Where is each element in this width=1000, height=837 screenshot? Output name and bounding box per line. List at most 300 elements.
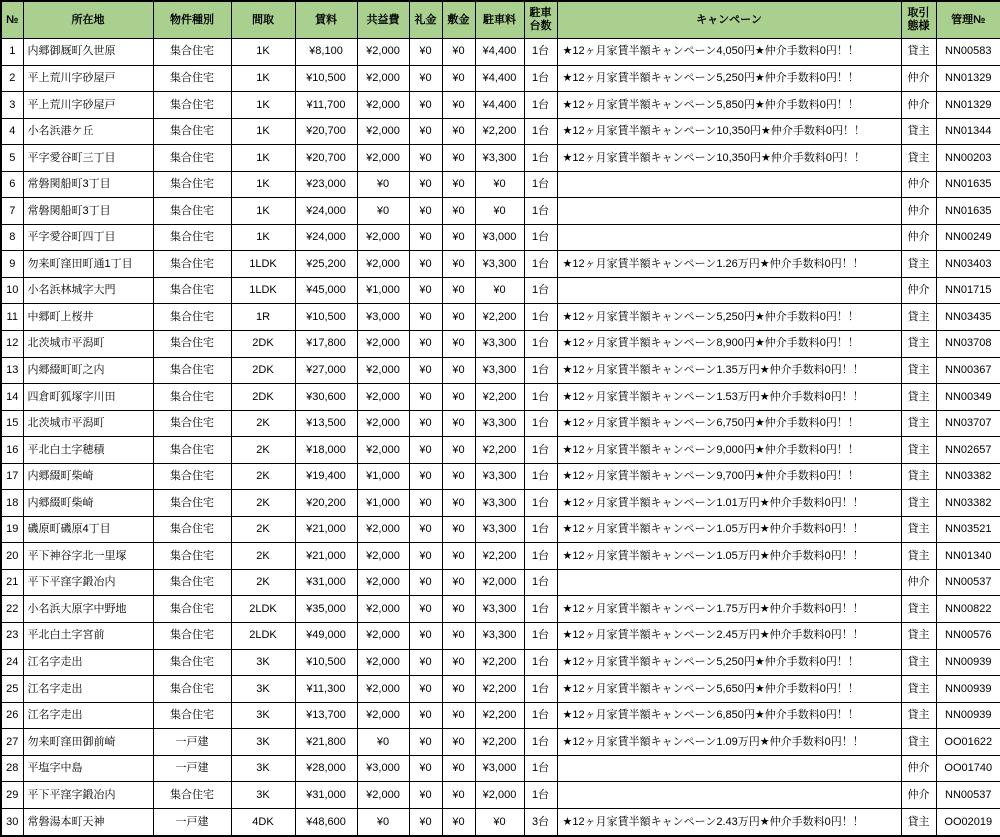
cell-parking-count[interactable]: 1台 [524, 463, 557, 490]
cell-property-type[interactable]: 集合住宅 [153, 118, 231, 145]
cell-location[interactable]: 内郷綴町柴崎 [23, 490, 153, 517]
cell-common-fee[interactable]: ¥2,000 [357, 357, 409, 384]
cell-mgmt-no[interactable]: OO01740 [936, 755, 1000, 782]
cell-campaign[interactable]: ★12ヶ月家賃半額キャンペーン8,900円★仲介手数料0円！！ [557, 331, 901, 358]
cell-dealing-type[interactable]: 貸主 [901, 357, 936, 384]
cell-layout[interactable]: 1K [231, 171, 295, 198]
cell-parking-count[interactable]: 1台 [524, 437, 557, 464]
cell-no[interactable]: 12 [1, 331, 23, 358]
cell-property-type[interactable]: 集合住宅 [153, 702, 231, 729]
cell-property-type[interactable]: 集合住宅 [153, 277, 231, 304]
cell-location[interactable]: 磯原町磯原4丁目 [23, 516, 153, 543]
column-header-dealing-type[interactable]: 取引態様 [901, 1, 936, 39]
cell-common-fee[interactable]: ¥2,000 [357, 65, 409, 92]
cell-layout[interactable]: 1K [231, 198, 295, 225]
cell-dealing-type[interactable]: 仲介 [901, 277, 936, 304]
cell-rent[interactable]: ¥45,000 [295, 277, 357, 304]
cell-layout[interactable]: 1K [231, 92, 295, 119]
cell-dealing-type[interactable]: 仲介 [901, 755, 936, 782]
cell-parking-count[interactable]: 1台 [524, 649, 557, 676]
cell-property-type[interactable]: 集合住宅 [153, 171, 231, 198]
cell-mgmt-no[interactable]: OO01622 [936, 729, 1000, 756]
cell-campaign[interactable] [557, 782, 901, 809]
cell-parking-fee[interactable]: ¥2,200 [475, 649, 524, 676]
cell-mgmt-no[interactable]: NN00367 [936, 357, 1000, 384]
cell-parking-fee[interactable]: ¥2,200 [475, 437, 524, 464]
cell-rent[interactable]: ¥20,700 [295, 118, 357, 145]
cell-location[interactable]: 平上荒川字砂屋戸 [23, 92, 153, 119]
cell-key-money[interactable]: ¥0 [409, 596, 442, 623]
cell-location[interactable]: 北茨城市平潟町 [23, 410, 153, 437]
cell-no[interactable]: 14 [1, 384, 23, 411]
cell-parking-fee[interactable]: ¥3,300 [475, 357, 524, 384]
cell-no[interactable]: 8 [1, 224, 23, 251]
cell-dealing-type[interactable]: 貸主 [901, 39, 936, 66]
cell-parking-fee[interactable]: ¥4,400 [475, 39, 524, 66]
cell-campaign[interactable]: ★12ヶ月家賃半額キャンペーン5,250円★仲介手数料0円！！ [557, 65, 901, 92]
cell-property-type[interactable]: 集合住宅 [153, 569, 231, 596]
cell-property-type[interactable]: 集合住宅 [153, 490, 231, 517]
column-header-rent[interactable]: 賃料 [295, 1, 357, 39]
cell-common-fee[interactable]: ¥2,000 [357, 516, 409, 543]
cell-parking-fee[interactable]: ¥2,200 [475, 304, 524, 331]
cell-common-fee[interactable]: ¥2,000 [357, 569, 409, 596]
cell-key-money[interactable]: ¥0 [409, 729, 442, 756]
cell-parking-count[interactable]: 1台 [524, 224, 557, 251]
cell-location[interactable]: 江名字走出 [23, 702, 153, 729]
cell-campaign[interactable]: ★12ヶ月家賃半額キャンペーン9,700円★仲介手数料0円！！ [557, 463, 901, 490]
cell-parking-count[interactable]: 3台 [524, 808, 557, 836]
cell-key-money[interactable]: ¥0 [409, 171, 442, 198]
cell-property-type[interactable]: 集合住宅 [153, 304, 231, 331]
cell-location[interactable]: 平塩字中島 [23, 755, 153, 782]
cell-parking-count[interactable]: 1台 [524, 596, 557, 623]
cell-property-type[interactable]: 集合住宅 [153, 331, 231, 358]
cell-location[interactable]: 四倉町狐塚字川田 [23, 384, 153, 411]
cell-common-fee[interactable]: ¥0 [357, 198, 409, 225]
cell-property-type[interactable]: 集合住宅 [153, 198, 231, 225]
cell-parking-count[interactable]: 1台 [524, 65, 557, 92]
cell-rent[interactable]: ¥10,500 [295, 65, 357, 92]
cell-layout[interactable]: 2LDK [231, 623, 295, 650]
cell-mgmt-no[interactable]: NN03708 [936, 331, 1000, 358]
cell-campaign[interactable] [557, 755, 901, 782]
cell-deposit[interactable]: ¥0 [442, 118, 475, 145]
cell-mgmt-no[interactable]: NN00583 [936, 39, 1000, 66]
cell-property-type[interactable]: 集合住宅 [153, 145, 231, 172]
cell-common-fee[interactable]: ¥2,000 [357, 92, 409, 119]
column-header-property-type[interactable]: 物件種別 [153, 1, 231, 39]
cell-location[interactable]: 常磐関船町3丁目 [23, 171, 153, 198]
cell-common-fee[interactable]: ¥2,000 [357, 437, 409, 464]
cell-location[interactable]: 平下平窪字鍛冶内 [23, 569, 153, 596]
cell-mgmt-no[interactable]: NN01329 [936, 65, 1000, 92]
cell-location[interactable]: 小名浜大原字中野地 [23, 596, 153, 623]
cell-key-money[interactable]: ¥0 [409, 543, 442, 570]
cell-deposit[interactable]: ¥0 [442, 676, 475, 703]
cell-campaign[interactable]: ★12ヶ月家賃半額キャンペーン10,350円★仲介手数料0円！！ [557, 118, 901, 145]
cell-no[interactable]: 5 [1, 145, 23, 172]
cell-layout[interactable]: 3K [231, 676, 295, 703]
cell-parking-fee[interactable]: ¥3,300 [475, 490, 524, 517]
cell-campaign[interactable]: ★12ヶ月家賃半額キャンペーン5,250円★仲介手数料0円！！ [557, 649, 901, 676]
cell-rent[interactable]: ¥20,200 [295, 490, 357, 517]
cell-deposit[interactable]: ¥0 [442, 490, 475, 517]
cell-no[interactable]: 29 [1, 782, 23, 809]
cell-no[interactable]: 25 [1, 676, 23, 703]
cell-property-type[interactable]: 集合住宅 [153, 357, 231, 384]
cell-rent[interactable]: ¥10,500 [295, 304, 357, 331]
cell-parking-count[interactable]: 1台 [524, 251, 557, 278]
cell-mgmt-no[interactable]: NN01715 [936, 277, 1000, 304]
cell-common-fee[interactable]: ¥1,000 [357, 490, 409, 517]
cell-dealing-type[interactable]: 仲介 [901, 569, 936, 596]
cell-key-money[interactable]: ¥0 [409, 755, 442, 782]
cell-mgmt-no[interactable]: NN03435 [936, 304, 1000, 331]
column-header-layout[interactable]: 間取 [231, 1, 295, 39]
cell-key-money[interactable]: ¥0 [409, 145, 442, 172]
cell-no[interactable]: 19 [1, 516, 23, 543]
cell-key-money[interactable]: ¥0 [409, 92, 442, 119]
cell-rent[interactable]: ¥13,700 [295, 702, 357, 729]
cell-rent[interactable]: ¥35,000 [295, 596, 357, 623]
cell-mgmt-no[interactable]: NN03403 [936, 251, 1000, 278]
cell-property-type[interactable]: 集合住宅 [153, 543, 231, 570]
cell-deposit[interactable]: ¥0 [442, 516, 475, 543]
cell-rent[interactable]: ¥24,000 [295, 224, 357, 251]
cell-rent[interactable]: ¥11,700 [295, 92, 357, 119]
cell-dealing-type[interactable]: 貸主 [901, 251, 936, 278]
cell-deposit[interactable]: ¥0 [442, 437, 475, 464]
cell-deposit[interactable]: ¥0 [442, 198, 475, 225]
cell-no[interactable]: 16 [1, 437, 23, 464]
cell-no[interactable]: 6 [1, 171, 23, 198]
cell-key-money[interactable]: ¥0 [409, 198, 442, 225]
cell-common-fee[interactable]: ¥2,000 [357, 782, 409, 809]
cell-layout[interactable]: 3K [231, 729, 295, 756]
cell-parking-count[interactable]: 1台 [524, 410, 557, 437]
cell-campaign[interactable]: ★12ヶ月家賃半額キャンペーン5,850円★仲介手数料0円！！ [557, 92, 901, 119]
cell-common-fee[interactable]: ¥2,000 [357, 384, 409, 411]
cell-parking-count[interactable]: 1台 [524, 118, 557, 145]
cell-campaign[interactable] [557, 277, 901, 304]
cell-layout[interactable]: 2K [231, 543, 295, 570]
cell-mgmt-no[interactable]: NN01340 [936, 543, 1000, 570]
cell-mgmt-no[interactable]: NN00576 [936, 623, 1000, 650]
cell-campaign[interactable]: ★12ヶ月家賃半額キャンペーン6,850円★仲介手数料0円！！ [557, 702, 901, 729]
cell-property-type[interactable]: 集合住宅 [153, 676, 231, 703]
cell-parking-fee[interactable]: ¥3,300 [475, 251, 524, 278]
cell-common-fee[interactable]: ¥1,000 [357, 463, 409, 490]
cell-key-money[interactable]: ¥0 [409, 463, 442, 490]
cell-rent[interactable]: ¥27,000 [295, 357, 357, 384]
cell-no[interactable]: 28 [1, 755, 23, 782]
cell-location[interactable]: 内郷御厩町久世原 [23, 39, 153, 66]
cell-dealing-type[interactable]: 貸主 [901, 490, 936, 517]
cell-property-type[interactable]: 集合住宅 [153, 649, 231, 676]
cell-dealing-type[interactable]: 貸主 [901, 702, 936, 729]
cell-dealing-type[interactable]: 仲介 [901, 171, 936, 198]
cell-property-type[interactable]: 集合住宅 [153, 437, 231, 464]
cell-campaign[interactable]: ★12ヶ月家賃半額キャンペーン6,750円★仲介手数料0円！！ [557, 410, 901, 437]
cell-location[interactable]: 北茨城市平潟町 [23, 331, 153, 358]
cell-location[interactable]: 平北白土字穂積 [23, 437, 153, 464]
cell-location[interactable]: 平字愛谷町三丁目 [23, 145, 153, 172]
cell-campaign[interactable]: ★12ヶ月家賃半額キャンペーン10,350円★仲介手数料0円！！ [557, 145, 901, 172]
cell-key-money[interactable]: ¥0 [409, 490, 442, 517]
cell-campaign[interactable]: ★12ヶ月家賃半額キャンペーン2.45万円★仲介手数料0円！！ [557, 623, 901, 650]
cell-dealing-type[interactable]: 貸主 [901, 808, 936, 836]
cell-parking-count[interactable]: 1台 [524, 277, 557, 304]
cell-parking-fee[interactable]: ¥3,300 [475, 463, 524, 490]
cell-parking-fee[interactable]: ¥4,400 [475, 65, 524, 92]
cell-parking-count[interactable]: 1台 [524, 331, 557, 358]
cell-campaign[interactable] [557, 569, 901, 596]
cell-mgmt-no[interactable]: NN01329 [936, 92, 1000, 119]
cell-campaign[interactable] [557, 171, 901, 198]
cell-parking-fee[interactable]: ¥0 [475, 808, 524, 836]
cell-mgmt-no[interactable]: NN03521 [936, 516, 1000, 543]
cell-common-fee[interactable]: ¥3,000 [357, 755, 409, 782]
cell-campaign[interactable]: ★12ヶ月家賃半額キャンペーン1.01万円★仲介手数料0円！！ [557, 490, 901, 517]
cell-parking-count[interactable]: 1台 [524, 357, 557, 384]
cell-rent[interactable]: ¥21,000 [295, 516, 357, 543]
cell-common-fee[interactable]: ¥2,000 [357, 251, 409, 278]
cell-no[interactable]: 11 [1, 304, 23, 331]
cell-parking-count[interactable]: 1台 [524, 782, 557, 809]
cell-mgmt-no[interactable]: OO02019 [936, 808, 1000, 836]
cell-key-money[interactable]: ¥0 [409, 782, 442, 809]
column-header-parking-count[interactable]: 駐車台数 [524, 1, 557, 39]
cell-no[interactable]: 18 [1, 490, 23, 517]
cell-rent[interactable]: ¥19,400 [295, 463, 357, 490]
cell-common-fee[interactable]: ¥2,000 [357, 39, 409, 66]
cell-deposit[interactable]: ¥0 [442, 463, 475, 490]
cell-deposit[interactable]: ¥0 [442, 623, 475, 650]
cell-layout[interactable]: 2K [231, 490, 295, 517]
cell-no[interactable]: 22 [1, 596, 23, 623]
cell-parking-count[interactable]: 1台 [524, 171, 557, 198]
cell-mgmt-no[interactable]: NN00939 [936, 649, 1000, 676]
cell-property-type[interactable]: 一戸建 [153, 755, 231, 782]
cell-layout[interactable]: 1K [231, 224, 295, 251]
column-header-no[interactable]: № [1, 1, 23, 39]
cell-key-money[interactable]: ¥0 [409, 65, 442, 92]
cell-dealing-type[interactable]: 仲介 [901, 65, 936, 92]
cell-layout[interactable]: 2LDK [231, 596, 295, 623]
cell-parking-count[interactable]: 1台 [524, 623, 557, 650]
cell-key-money[interactable]: ¥0 [409, 331, 442, 358]
cell-rent[interactable]: ¥23,000 [295, 171, 357, 198]
cell-mgmt-no[interactable]: NN00537 [936, 569, 1000, 596]
cell-dealing-type[interactable]: 貸主 [901, 649, 936, 676]
cell-dealing-type[interactable]: 仲介 [901, 782, 936, 809]
cell-deposit[interactable]: ¥0 [442, 92, 475, 119]
cell-campaign[interactable]: ★12ヶ月家賃半額キャンペーン1.05万円★仲介手数料0円！！ [557, 516, 901, 543]
cell-rent[interactable]: ¥13,500 [295, 410, 357, 437]
cell-common-fee[interactable]: ¥2,000 [357, 702, 409, 729]
cell-parking-fee[interactable]: ¥3,300 [475, 331, 524, 358]
cell-deposit[interactable]: ¥0 [442, 171, 475, 198]
cell-location[interactable]: 常磐湯本町天神 [23, 808, 153, 836]
cell-layout[interactable]: 1LDK [231, 277, 295, 304]
cell-location[interactable]: 江名字走出 [23, 676, 153, 703]
cell-dealing-type[interactable]: 貸主 [901, 118, 936, 145]
cell-parking-count[interactable]: 1台 [524, 676, 557, 703]
cell-deposit[interactable]: ¥0 [442, 39, 475, 66]
cell-dealing-type[interactable]: 貸主 [901, 410, 936, 437]
cell-parking-fee[interactable]: ¥3,000 [475, 755, 524, 782]
cell-key-money[interactable]: ¥0 [409, 118, 442, 145]
cell-parking-fee[interactable]: ¥3,300 [475, 623, 524, 650]
cell-layout[interactable]: 1LDK [231, 251, 295, 278]
cell-property-type[interactable]: 一戸建 [153, 808, 231, 836]
cell-dealing-type[interactable]: 貸主 [901, 543, 936, 570]
cell-parking-count[interactable]: 1台 [524, 543, 557, 570]
cell-mgmt-no[interactable]: NN01344 [936, 118, 1000, 145]
cell-key-money[interactable]: ¥0 [409, 357, 442, 384]
cell-dealing-type[interactable]: 貸主 [901, 729, 936, 756]
cell-layout[interactable]: 3K [231, 782, 295, 809]
cell-mgmt-no[interactable]: NN03707 [936, 410, 1000, 437]
cell-layout[interactable]: 1K [231, 145, 295, 172]
cell-rent[interactable]: ¥11,300 [295, 676, 357, 703]
cell-dealing-type[interactable]: 貸主 [901, 596, 936, 623]
cell-no[interactable]: 4 [1, 118, 23, 145]
cell-no[interactable]: 23 [1, 623, 23, 650]
cell-campaign[interactable]: ★12ヶ月家賃半額キャンペーン5,250円★仲介手数料0円！！ [557, 304, 901, 331]
cell-layout[interactable]: 2K [231, 569, 295, 596]
cell-key-money[interactable]: ¥0 [409, 808, 442, 836]
cell-campaign[interactable]: ★12ヶ月家賃半額キャンペーン1.05万円★仲介手数料0円！！ [557, 543, 901, 570]
cell-location[interactable]: 中郷町上桜井 [23, 304, 153, 331]
cell-no[interactable]: 30 [1, 808, 23, 836]
cell-campaign[interactable]: ★12ヶ月家賃半額キャンペーン9,000円★仲介手数料0円！！ [557, 437, 901, 464]
cell-property-type[interactable]: 集合住宅 [153, 65, 231, 92]
cell-parking-fee[interactable]: ¥3,300 [475, 410, 524, 437]
cell-property-type[interactable]: 集合住宅 [153, 410, 231, 437]
cell-layout[interactable]: 2DK [231, 331, 295, 358]
cell-parking-fee[interactable]: ¥2,200 [475, 384, 524, 411]
cell-no[interactable]: 13 [1, 357, 23, 384]
cell-mgmt-no[interactable]: NN00822 [936, 596, 1000, 623]
cell-parking-count[interactable]: 1台 [524, 384, 557, 411]
cell-common-fee[interactable]: ¥2,000 [357, 676, 409, 703]
column-header-common-fee[interactable]: 共益費 [357, 1, 409, 39]
cell-deposit[interactable]: ¥0 [442, 543, 475, 570]
cell-deposit[interactable]: ¥0 [442, 808, 475, 836]
cell-common-fee[interactable]: ¥2,000 [357, 649, 409, 676]
cell-location[interactable]: 内郷綴町町之内 [23, 357, 153, 384]
cell-dealing-type[interactable]: 仲介 [901, 92, 936, 119]
cell-location[interactable]: 小名浜港ケ丘 [23, 118, 153, 145]
cell-no[interactable]: 27 [1, 729, 23, 756]
cell-key-money[interactable]: ¥0 [409, 437, 442, 464]
cell-parking-fee[interactable]: ¥2,000 [475, 569, 524, 596]
cell-layout[interactable]: 3K [231, 649, 295, 676]
cell-layout[interactable]: 3K [231, 755, 295, 782]
cell-rent[interactable]: ¥31,000 [295, 569, 357, 596]
cell-deposit[interactable]: ¥0 [442, 755, 475, 782]
cell-key-money[interactable]: ¥0 [409, 569, 442, 596]
cell-campaign[interactable] [557, 224, 901, 251]
cell-common-fee[interactable]: ¥3,000 [357, 304, 409, 331]
cell-rent[interactable]: ¥21,000 [295, 543, 357, 570]
cell-no[interactable]: 21 [1, 569, 23, 596]
cell-layout[interactable]: 2DK [231, 357, 295, 384]
cell-dealing-type[interactable]: 貸主 [901, 384, 936, 411]
cell-property-type[interactable]: 集合住宅 [153, 623, 231, 650]
cell-rent[interactable]: ¥18,000 [295, 437, 357, 464]
cell-campaign[interactable] [557, 198, 901, 225]
cell-dealing-type[interactable]: 貸主 [901, 516, 936, 543]
cell-parking-count[interactable]: 1台 [524, 702, 557, 729]
cell-mgmt-no[interactable]: NN00249 [936, 224, 1000, 251]
cell-parking-fee[interactable]: ¥0 [475, 171, 524, 198]
cell-parking-count[interactable]: 1台 [524, 92, 557, 119]
cell-key-money[interactable]: ¥0 [409, 304, 442, 331]
cell-common-fee[interactable]: ¥2,000 [357, 224, 409, 251]
cell-property-type[interactable]: 集合住宅 [153, 39, 231, 66]
cell-rent[interactable]: ¥24,000 [295, 198, 357, 225]
cell-property-type[interactable]: 集合住宅 [153, 224, 231, 251]
cell-campaign[interactable]: ★12ヶ月家賃半額キャンペーン2.43万円★仲介手数料0円！！ [557, 808, 901, 836]
cell-dealing-type[interactable]: 貸主 [901, 676, 936, 703]
cell-mgmt-no[interactable]: NN03382 [936, 490, 1000, 517]
cell-campaign[interactable]: ★12ヶ月家賃半額キャンペーン1.26万円★仲介手数料0円！！ [557, 251, 901, 278]
cell-rent[interactable]: ¥49,000 [295, 623, 357, 650]
cell-parking-fee[interactable]: ¥0 [475, 198, 524, 225]
cell-parking-count[interactable]: 1台 [524, 490, 557, 517]
cell-location[interactable]: 勿来町窪田町通1丁目 [23, 251, 153, 278]
cell-parking-fee[interactable]: ¥3,300 [475, 145, 524, 172]
cell-key-money[interactable]: ¥0 [409, 623, 442, 650]
cell-location[interactable]: 内郷綴町柴崎 [23, 463, 153, 490]
cell-dealing-type[interactable]: 貸主 [901, 304, 936, 331]
cell-location[interactable]: 勿来町窪田御前崎 [23, 729, 153, 756]
cell-rent[interactable]: ¥21,800 [295, 729, 357, 756]
cell-location[interactable]: 常磐関船町3丁目 [23, 198, 153, 225]
cell-parking-count[interactable]: 1台 [524, 569, 557, 596]
column-header-key-money[interactable]: 礼金 [409, 1, 442, 39]
cell-deposit[interactable]: ¥0 [442, 357, 475, 384]
cell-property-type[interactable]: 集合住宅 [153, 463, 231, 490]
cell-dealing-type[interactable]: 貸主 [901, 331, 936, 358]
cell-parking-fee[interactable]: ¥0 [475, 277, 524, 304]
cell-key-money[interactable]: ¥0 [409, 39, 442, 66]
cell-dealing-type[interactable]: 貸主 [901, 623, 936, 650]
cell-parking-count[interactable]: 1台 [524, 516, 557, 543]
cell-key-money[interactable]: ¥0 [409, 410, 442, 437]
cell-deposit[interactable]: ¥0 [442, 304, 475, 331]
cell-campaign[interactable]: ★12ヶ月家賃半額キャンペーン5,650円★仲介手数料0円！！ [557, 676, 901, 703]
cell-no[interactable]: 10 [1, 277, 23, 304]
cell-common-fee[interactable]: ¥2,000 [357, 596, 409, 623]
cell-key-money[interactable]: ¥0 [409, 516, 442, 543]
cell-rent[interactable]: ¥25,200 [295, 251, 357, 278]
cell-parking-count[interactable]: 1台 [524, 729, 557, 756]
cell-location[interactable]: 平上荒川字砂屋戸 [23, 65, 153, 92]
cell-campaign[interactable]: ★12ヶ月家賃半額キャンペーン1.75万円★仲介手数料0円！！ [557, 596, 901, 623]
cell-dealing-type[interactable]: 仲介 [901, 198, 936, 225]
cell-location[interactable]: 平下神谷字北一里塚 [23, 543, 153, 570]
cell-campaign[interactable]: ★12ヶ月家賃半額キャンペーン4,050円★仲介手数料0円！！ [557, 39, 901, 66]
cell-no[interactable]: 26 [1, 702, 23, 729]
cell-no[interactable]: 20 [1, 543, 23, 570]
cell-layout[interactable]: 2K [231, 410, 295, 437]
cell-layout[interactable]: 2K [231, 463, 295, 490]
cell-key-money[interactable]: ¥0 [409, 702, 442, 729]
